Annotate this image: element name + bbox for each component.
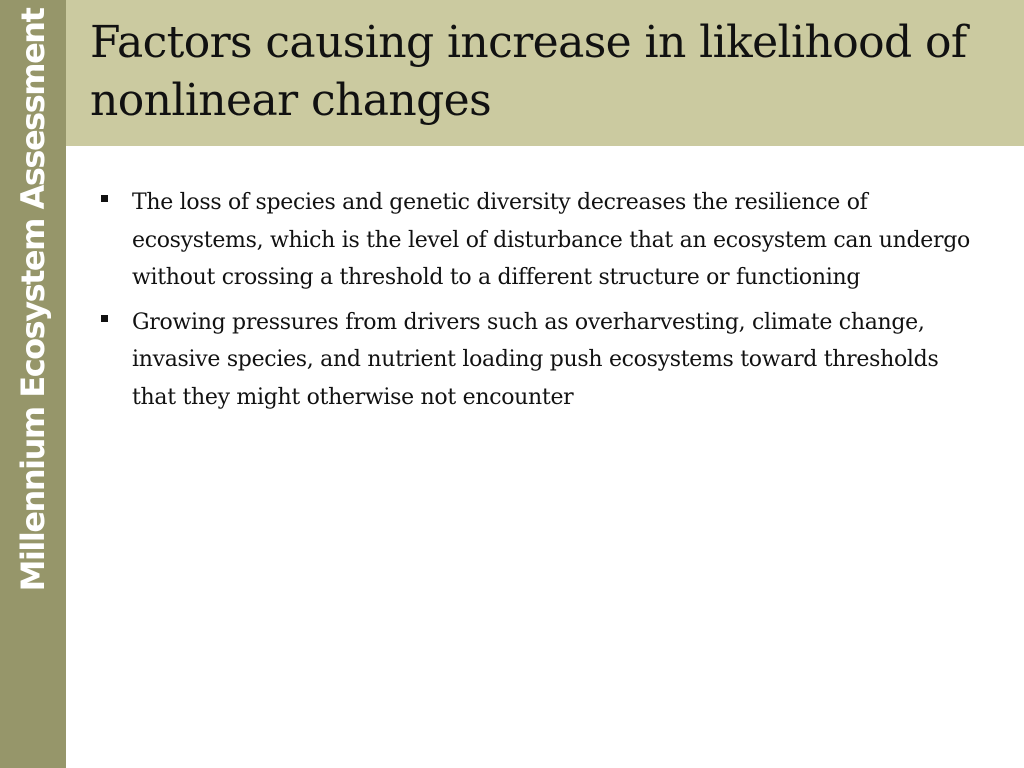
title-band: [66, 0, 1024, 146]
square-bullet-icon: [101, 195, 108, 202]
bullet-text: Growing pressures from drivers such as overharvesting, climate change, invasive species, and nutrient loading push ecosystems toward thresholds that they might otherwise not encounter: [132, 309, 939, 410]
sidebar-band: [0, 0, 66, 768]
bullet-text: The loss of species and genetic diversity decreases the resilience of ecosystems, which is the level of disturbance that an ecosystem can undergo without crossing a threshold to a different structure or functioning: [132, 190, 970, 290]
bullet-item: [98, 184, 988, 297]
bullet-list: [98, 184, 988, 416]
brand-vertical-text: Millennium Ecosystem Assessment: [14, 8, 52, 592]
bullet-item: [98, 304, 988, 417]
square-bullet-icon: [101, 315, 108, 322]
slide-content: [98, 184, 988, 423]
slide-title: Factors causing increase in likelihood of nonlinear changes: [90, 17, 967, 126]
